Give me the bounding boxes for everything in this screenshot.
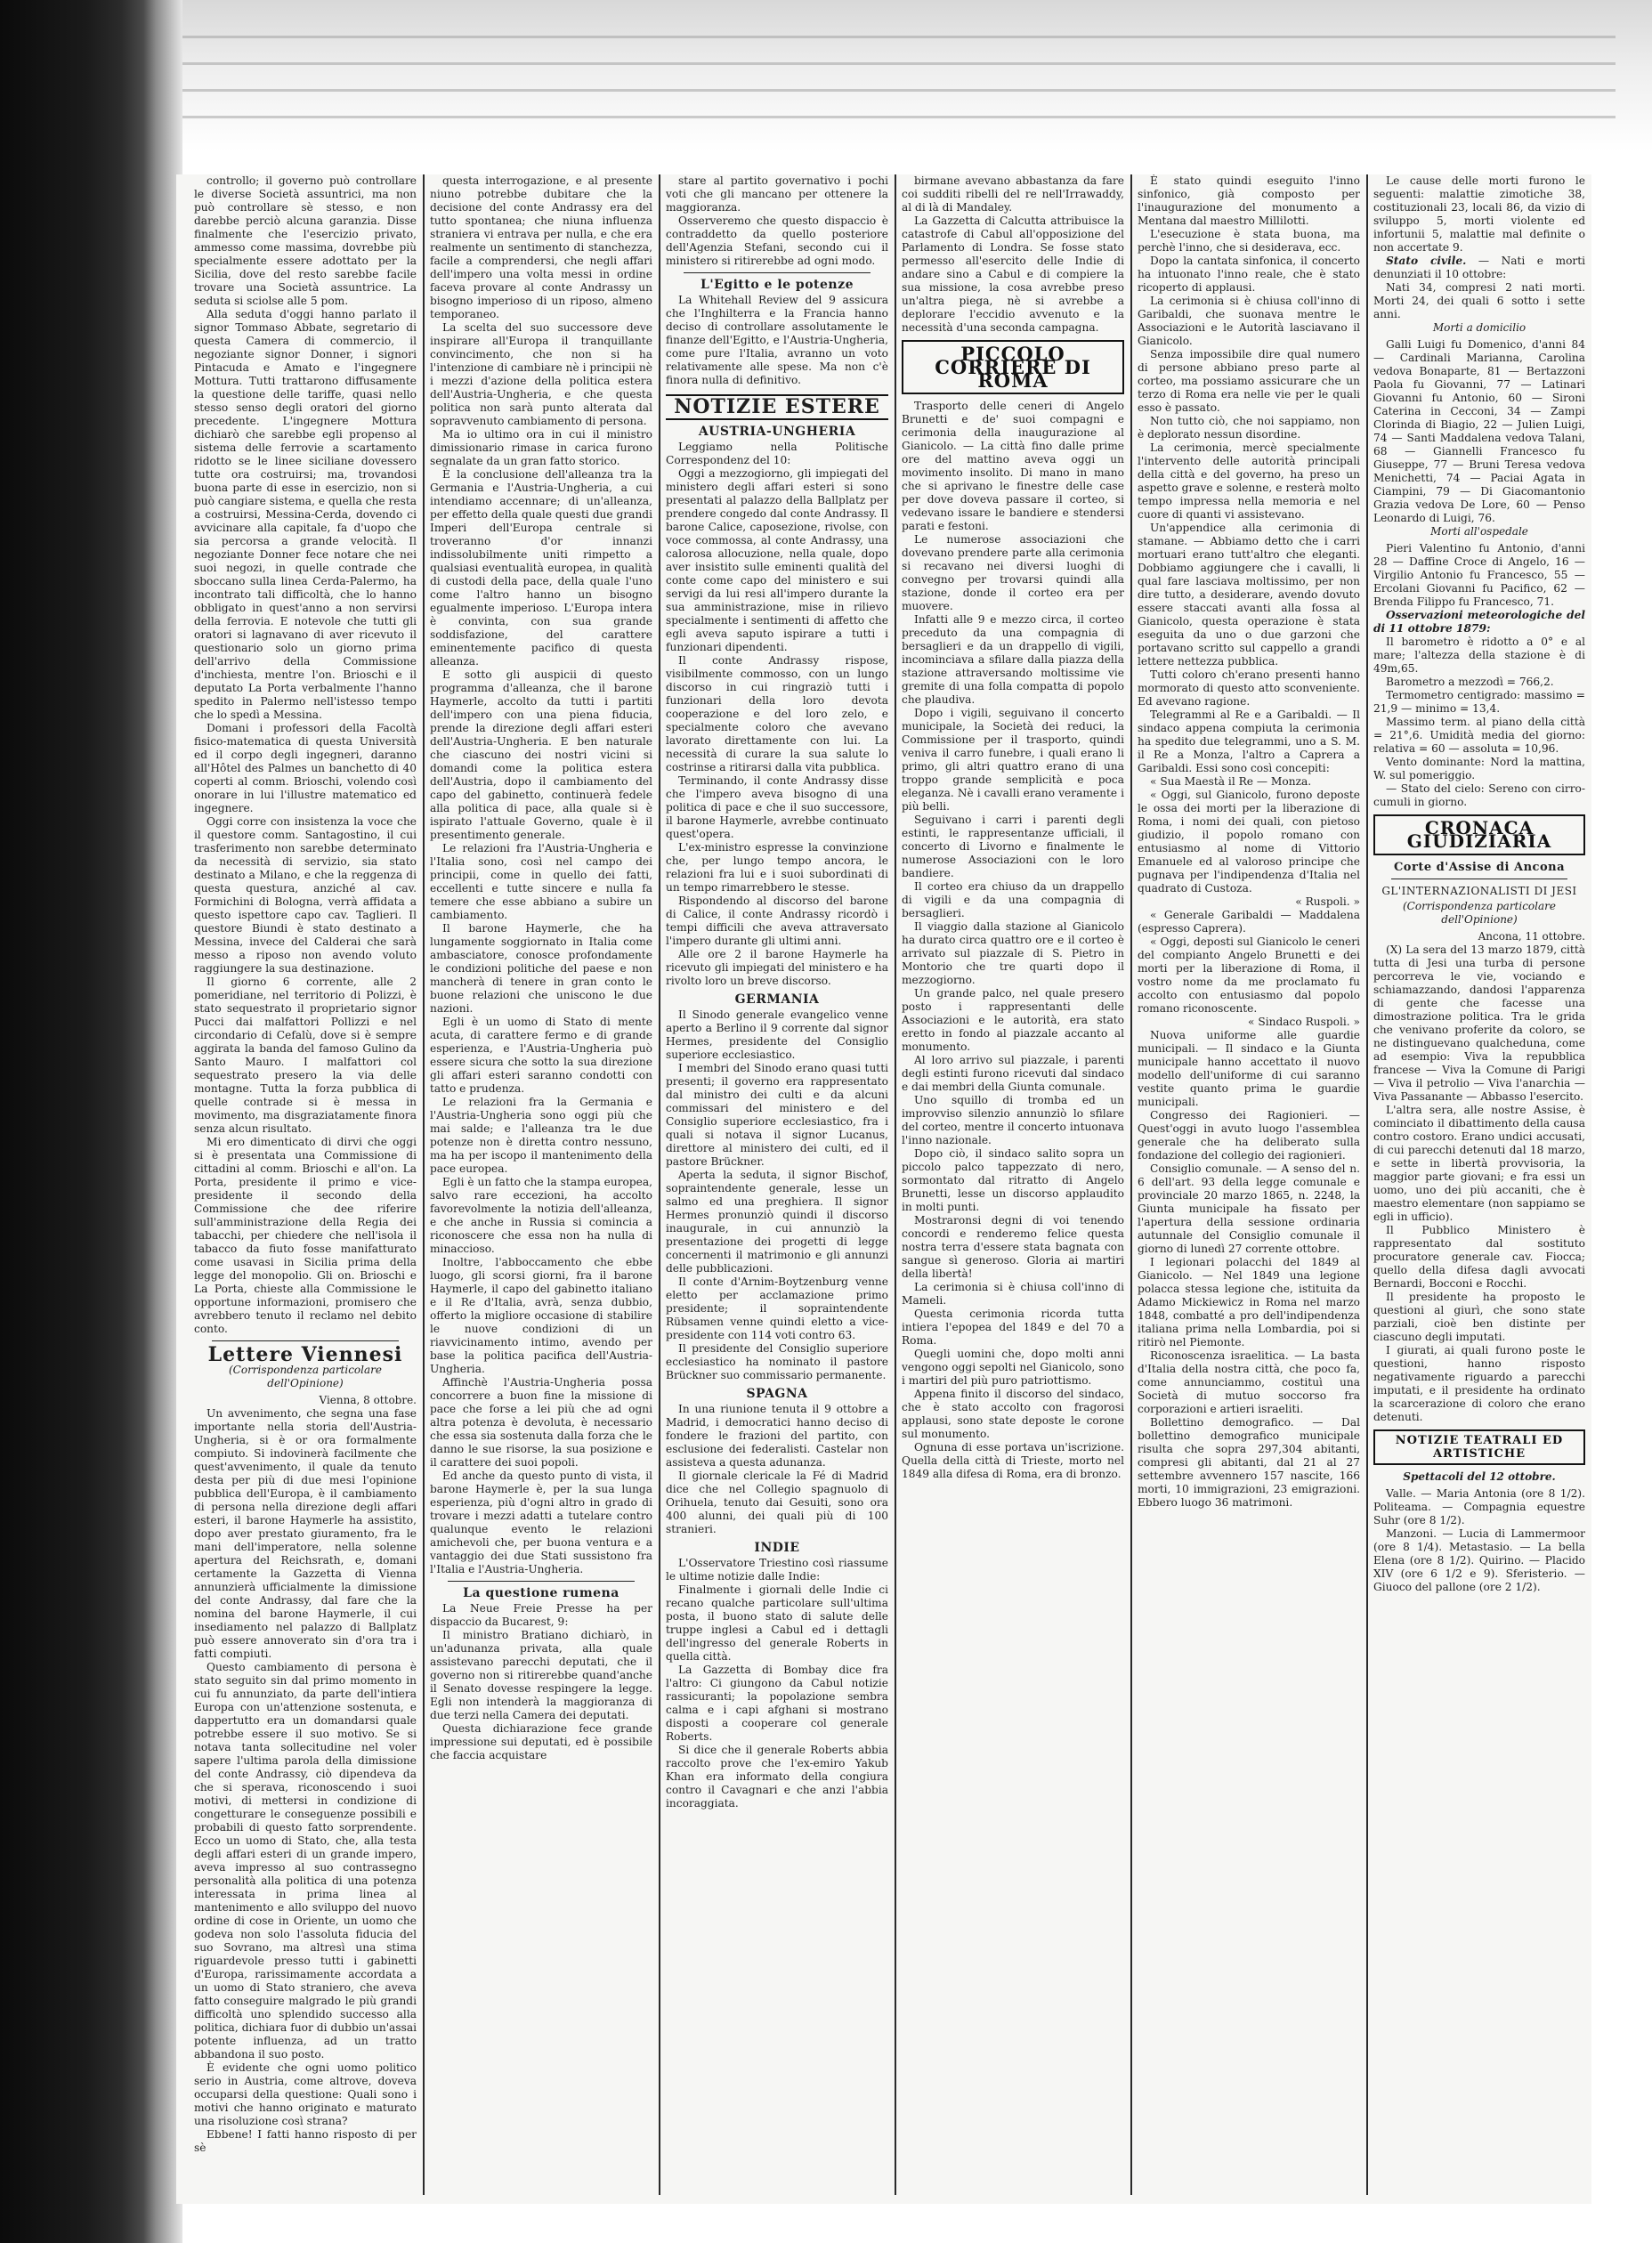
article-paragraph: Galli Luigi fu Domenico, d'anni 84 — Cardinali Marianna, Carolina vedova Bonaparte, 81 — Bertazzoni Paola fu Giovanni, 77 — Latinari Giovanni fu Antonio, 60 — Sironi Caterina in Cecconi, 34 — Zampi Clorinda di Biagio, 22 — Julien Luigi, 74 — Santi Maddalena vedova Talani, 68 — Giannelli Francesco fu Giuseppe, 77 — Bruni Teresa vedova Menichetti, 74 — Paciai Agata in Ciampini, 79 — Di Giacomantonio Grazia vedova De Lore, 60 — Penso Leonardo di Luigi, 76. (1373, 338, 1585, 524)
column-2 (430, 174, 652, 2195)
section-subtitle: (Corrispondenza particolare dell'Opinione) (228, 1364, 382, 1389)
article-paragraph: Valle. — Maria Antonia (ore 8 1/2). Politeama. — Compagnia equestre Suhr (ore 8 1/2). (1373, 1487, 1585, 1526)
article-signature: « Sindaco Ruspoli. » (1248, 1016, 1360, 1028)
article-paragraph: Seguivano i carri i parenti degli estinti, le rappresentanze ufficiali, il concerto di Livorno e finalmente le numerose Associazioni con le loro bandiere. (902, 814, 1124, 879)
article-paragraph: Affinchè l'Austria-Ungheria possa concorrere a buon fine la missione di pace che forse a lei più che ad ogni altra potenza è devoluta, è necessario che essa sia sostenuta dalla forza che le danno le sue risorse, la sua posizione e il carattere dei suoi popoli. (430, 1376, 652, 1469)
article-paragraph: Un avvenimento, che segna una fase importante nella storia dell'Austria-Ungheria, si è or ora formalmente compiuto. Si indovinerà facilmente che quest'avvenimento, il quale da tenuto desta per più di due mesi l'opinione pubblica dell'Europa, è il cambiamento di persona nella direzione degli affari esteri, il barone Haymerle ha assistito, dopo aver prestato giuramento, fra le mani dell'imperatore, nella solenne apertura del Reichsrath, e, domani certamente la Gazzetta di Vienna annunzierà ufficialmente la dimissione del conte Andrassy, dal fare che la nomina del barone Haymerle, il cui insediamento nel palazzo di Ballplatz può essere annoverato sin d'ora tra i fatti compiuti. (194, 1407, 417, 1660)
article-paragraph: Questa cerimonia ricorda tutta intiera l'epopea del 1849 e del 70 a Roma. (902, 1308, 1124, 1347)
subsection-title-spettacoli: Spettacoli del 12 ottobre. (1403, 1470, 1556, 1483)
page-stack-line (156, 36, 1616, 38)
article-paragraph: Ed anche da questo punto di vista, il barone Haymerle è, per la sua lunga esperienza, più d'ogni altro in grado di trovare i mezzi adatti a tutelare contro qualunque evento le relazioni amichevoli che, per buona ventura e a vantaggio dei due Stati sussistono fra l'Italia e l'Austria-Ungheria. (430, 1470, 652, 1575)
article-paragraph: Manzoni. — Lucia di Lammermoor (ore 8 1/4). Metastasio. — La bella Elena (ore 8 1/2). Quirino. — Placido XIV (ore 6 1/2 e 9). Sferisterio. — Giuoco del pallone (ore 2 1/2). (1373, 1527, 1585, 1593)
section-divider (684, 272, 871, 273)
column-rule (1130, 174, 1132, 2195)
article-paragraph: Un grande palco, nel quale presero posto i rappresentanti delle Associazioni e le autorità, era stato eretto in fondo al piazzale accanto al monumento. (902, 987, 1124, 1053)
article-paragraph: Ognuna di esse portava un'iscrizione. Quella della città di Trieste, morto nel 1849 alla difesa di Roma, era di bronzo. (902, 1441, 1124, 1480)
article-paragraph: questa interrogazione, e al presente niuno potrebbe dubitare che la decisione del conte Andrassy era del tutto spontanea; che niuna influenza straniera vi entrava per nulla, e che era realmente un sentimento di stanchezza, facile a comprendersi, che negli affari dell'impero una volta messi in ordine faceva provare al conte Andrassy un bisogno imperioso di un riposo, almeno temporaneo. (430, 174, 652, 320)
article-paragraph: Il giornale clericale la Fé di Madrid dice che nel Collegio spagnuolo di Orihuela, tenuto dai Gesuiti, sono ora 400 alunni, dei quali più di 100 stranieri. (666, 1470, 888, 1535)
article-paragraph: Oggi a mezzogiorno, gli impiegati del ministero degli affari esteri si sono presentati al palazzo della Ballplatz per prendere congedo dal conte Andrassy. Il barone Calice, caposezione, rivolse, con voce commossa, al conte Andrassy, una calorosa allocuzione, nella quale, dopo aver insistito sulle eminenti qualità del conte come capo del ministero e sui servigi da lui resi all'impero durante la sua amministrazione, mise in rilievo specialmente i sentimenti di affetto che egli aveva saputo ispirare a tutti i funzionari dipendenti. (666, 467, 888, 653)
article-paragraph: Aperta la seduta, il signor Bischof, sopraintendente generale, lesse un salmo ed una preghiera. Il signor Hermes pronunziò quindi il discorso inaugurale, in cui annunziò la presentazione dei progetti di legge concernenti il matrimonio e gli annunzi delle pubblicazioni. (666, 1169, 888, 1275)
subsection-title-morti-ospedale: Morti all'ospedale (1430, 525, 1528, 538)
article-paragraph: Il barone Haymerle, che ha lungamente soggiornato in Italia come ambasciatore, conosce profondamente le condizioni politiche del paese e non mancherà di tenere in gran conto le buone relazioni che uniscono le due nazioni. (430, 922, 652, 1015)
article-paragraph: La cerimonia, mercè specialmente l'intervento delle autorità principali della città e del governo, ha preso un aspetto grave e solenne, e resterà molto tempo impressa nella memoria e nel cuore di quanti vi assistevano. (1138, 441, 1360, 521)
page-stack-line (156, 62, 1616, 65)
article-paragraph: Le relazioni fra l'Austria-Ungheria e l'Italia sono, così nel campo dei principii, come in quello dei fatti, eccellenti e tutte sincere e nulla fa temere che esse abbiano a subire un cambiamento. (430, 842, 652, 921)
article-paragraph: Trasporto delle ceneri di Angelo Brunetti e de' suoi compagni e cerimonia della inaugurazione al Gianicolo. — La città fino dalle prime ore del mattino aveva oggi un movimento insolito. Di mano in mano che si aprivano le finestre delle case per dove doveva passare il corteo, si vedevano issare le bandiere e stendersi parati e festoni. (902, 400, 1124, 532)
article-paragraph: Il giorno 6 corrente, alle 2 pomeridiane, nel territorio di Polizzi, è stato sequestrato il proprietario signor Pucci dai malfattori Pollizzi e nel circondario di Cefalù, dove si è sempre aggirata la banda del famoso Gulino da Santo Mauro. I malfattori col sequestrato presero la via delle montagne. Tutta la forza pubblica di quelle contrade si è messa in movimento, ma disgraziatamente finora senza alcun risultato. (194, 976, 417, 1135)
subsection-title-spagna: SPAGNA (746, 1387, 808, 1401)
section-title-lettere-viennesi: Lettere Viennesi (207, 1343, 403, 1366)
column-5 (1138, 174, 1360, 2195)
subsection-title-germania: GERMANIA (734, 992, 820, 1007)
article-paragraph: Nuova uniforme alle guardie municipali. — Il sindaco e la Giunta municipale hanno accettato il nuovo modello dell'uniforme di cui saranno vestite quanto prima le guardie municipali. (1138, 1029, 1360, 1108)
article-paragraph: E sotto gli auspicii di questo programma d'alleanza, che il barone Haymerle, accolto da tutti i partiti dell'impero con una piena fiducia, prende la direzione degli affari esteri dell'Austria-Ungheria. E ben naturale che ciascuno dei nostri vicini si domandi come la politica estera dell'Austria, dopo il cambiamento del capo del gabinetto, continuerà fedele alla politica di pace, alla quale si è ispirato l'attuale Governo, quale è il presentimento generale. (430, 668, 652, 841)
article-paragraph: Alle ore 2 il barone Haymerle ha ricevuto gli impiegati del ministero e ha rivolto loro un breve discorso. (666, 948, 888, 987)
article-paragraph: Il Sinodo generale evangelico venne aperto a Berlino il 9 corrente dal signor Hermes, presidente del Consiglio superiore ecclesiastico. (666, 1008, 888, 1061)
article-paragraph: Domani i professori della Facoltà fisico-matematica di questa Università ed il corpo degli ingegneri, daranno all'Hôtel des Palmes un banchetto di 40 coperti al comm. Brioschi, volendo così onorare in lui l'illustre matematico ed ingegnere. (194, 722, 417, 814)
article-paragraph: Questa dichiarazione fece grande impressione sui deputati, ed è possibile che faccia acquistare (430, 1722, 652, 1761)
article-paragraph: La cerimonia si è chiusa coll'inno di Garibaldi, che suonava mentre le Associazioni e le Autorità lasciavano il Gianicolo. (1138, 295, 1360, 347)
article-paragraph: La Neue Freie Presse ha per dispaccio da Bucarest, 9: (430, 1602, 652, 1628)
article-paragraph: L'ex-ministro espresse la convinzione che, per lungo tempo ancora, le relazioni fra lui e i suoi subordinati di un tempo rimarrebbero le stesse. (666, 841, 888, 894)
article-paragraph: La Gazzetta di Calcutta attribuisce la catastrofe di Cabul all'opposizione del Parlamento di Londra. Se fosse stato permesso all'esercito delle Indie di andare sino a Cabul e di compiere la sua missione, la cosa avrebbe preso un'altra piega, nè si avrebbe a deplorare l'eccidio avvenuto e la necessità d'una seconda campagna. (902, 215, 1124, 334)
article-paragraph: Le numerose associazioni che dovevano prendere parte alla cerimonia si recavano nei diversi luoghi di convegno per trovarsi quindi alla stazione, donde il corteo era per muovere. (902, 533, 1124, 612)
column-3 (666, 174, 888, 2195)
article-paragraph: Osserveremo che questo dispaccio è contraddetto da quello posteriore dell'Agenzia Stefani, secondo cui il ministero si ritirerebbe ad ogni modo. (666, 215, 888, 267)
article-paragraph: La Whitehall Review del 9 assicura che l'Inghilterra e la Francia hanno deciso di controllare assolutamente le finanze dell'Egitto, e l'Austria-Ungheria, come pure l'Italia, avranno un voto relativamente alle spese. Ma non c'è finora nulla di definitivo. (666, 294, 888, 386)
article-paragraph: « Generale Garibaldi — Maddalena (espresso Caprera). (1138, 909, 1360, 935)
column-1 (194, 174, 417, 2195)
article-title-internazionalisti: GL'INTERNAZIONALISTI DI JESI (1381, 885, 1577, 897)
article-paragraph: Finalmente i giornali delle Indie ci recano qualche particolare sull'ultima posta, il buono stato di salute delle truppe inglesi a Cabul ed i dettagli dell'ingresso del generale Roberts in quella città. (666, 1583, 888, 1663)
article-paragraph: « Oggi, deposti sul Gianicolo le ceneri del compianto Angelo Brunetti e dei morti per la liberazione di Roma, il vostro nome da me proclamato fu accolto con entusiasmo dal popolo romano riconoscente. (1138, 935, 1360, 1015)
section-divider (448, 1581, 635, 1582)
article-paragraph: (X) La sera del 13 marzo 1879, città tutta di Jesi una turba di persone percorreva le vie, vociando e schiamazzando, dandosi l'apparenza di gente che facesse una dimostrazione politica. Tra le grida che venivano proferite da coloro, se ne distinguevano qualcheduna, come ad esempio: Viva la repubblica francese — Viva la Comune di Parigi — Viva il petrolio — Viva l'anarchia — Viva Passanante — Abbasso l'esercito. (1373, 943, 1585, 1103)
dateline: Vienna, 8 ottobre. (319, 1394, 417, 1406)
article-paragraph: L'esecuzione è stata buona, ma perchè l'inno, che si desiderava, ecc. (1138, 228, 1360, 254)
article-paragraph: « Sua Maestà il Re — Monza. (1150, 775, 1312, 788)
article-paragraph: I giurati, ai quali furono poste le questioni, hanno risposto negativamente riguardo a parecchi imputati, e il presidente ha ordinato la scarcerazione di coloro che erano detenuti. (1373, 1344, 1585, 1423)
article-paragraph: Bollettino demografico. — Dal bollettino demografico municipale risulta che sopra 297,304 abitanti, compresi gli abitanti, dal 21 al 27 settembre avvennero 157 nascite, 166 morti, 10 immigrazioni, 23 emigrazioni. Ebbero luogo 36 matrimoni. (1138, 1416, 1360, 1509)
article-paragraph: Il conte Andrassy rispose, visibilmente commosso, con un lungo discorso in cui ringraziò tutti i funzionari della loro devota cooperazione e del loro zelo, e specialmente coloro che avevano lavorato direttamente con lui. La necessità di curare la sua salute lo costrinse a ritirarsi dalla vita pubblica. (666, 654, 888, 773)
section-title-piccolo-corriere: PICCOLO CORRIERE DI ROMA (902, 340, 1124, 394)
subsection-title-corte-assise: Corte d'Assise di Ancona (1393, 861, 1566, 874)
article-paragraph: Il ministro Bratiano dichiarò, in un'adunanza privata, alla quale assistevano parecchi deputati, che il governo non si ritirerebbe quand'anche il Senato dovesse respingere la legge. Egli non intenderà la maggioranza di due terzi nella Camera dei deputati. (430, 1629, 652, 1721)
article-paragraph: Terminando, il conte Andrassy disse che l'impero aveva bisogno di una politica di pace e che il suo successore, il barone Haymerle, avrebbe continuato quest'opera. (666, 774, 888, 840)
article-paragraph: Pieri Valentino fu Antonio, d'anni 28 — Daffine Croce di Angelo, 16 — Virgilio Antonio fu Francesco, 55 — Ercolani Giovanni fu Pacifico, 62 — Brenda Filippo fu Francesco, 71. (1373, 542, 1585, 608)
newspaper-sheet (176, 174, 1591, 2204)
article-paragraph: Vento dominante: Nord la mattina, W. sul pomeriggio. (1373, 756, 1585, 781)
article-paragraph: È la conclusione dell'alleanza tra la Germania e l'Austria-Ungheria, a cui intendiamo accennare; di un'alleanza, per effetto della quale questi due grandi Imperi dell'Europa centrale si troveranno d'or innanzi indissolubilmente uniti rimpetto a qualsiasi eventualità europea, in qualità di custodi della pace, della quale l'uno come l'altro hanno un bisogno egualmente imperioso. L'Europa intera è convinta, con sua grande soddisfazione, del carattere eminentemente pacifico di questa alleanza. (430, 468, 652, 668)
article-paragraph: Nati 34, compresi 2 nati morti. Morti 24, dei quali 6 sotto i sette anni. (1373, 281, 1585, 320)
article-paragraph: Egli è un fatto che la stampa europea, salvo rare eccezioni, ha accolto favorevolmente la notizia dell'alleanza, e che anche in Russia si comincia a riconoscere che essa non ha nulla di minaccioso. (430, 1176, 652, 1255)
section-divider (212, 1340, 399, 1341)
column-rule (659, 174, 660, 2195)
subsection-title-austria-ungheria: AUSTRIA-UNGHERIA (698, 425, 856, 439)
article-paragraph: Telegrammi al Re e a Garibaldi. — Il sindaco appena compiuta la cerimonia ha spedito due telegrammi, uno a S. M. il Re a Monza, l'altro a Caprera a Garibaldi. Essi sono così concepiti: (1138, 709, 1360, 774)
article-paragraph: Alla seduta d'oggi hanno parlato il signor Tommaso Abbate, segretario di questa Camera di commercio, il negoziante signor Donner, i signori Pintacuda e Amato e l'ingegnere Mottura. Tutti trattarono diffusamente la questione delle tariffe, quasi nello stesso senso degli oratori del giorno precedente. L'ingegnere Mottura dichiarò che sarebbe egli propenso al sistema delle ferrovie a scartamento ridotto se le linee siciliane dovessero tutte ora costruirsi; ma, trovandosi buona parte di esse in esercizio, non si può cangiare sistema, e quella che resta a costruirsi, Messina-Cerda, dovendo ci avvicinare alla capitale, fa d'uopo che sia percorsa a grande velocità. Il negoziante Donner fece notare che nei suoi negozi, in quelle contrade che sboccano sulla linea Cerda-Palermo, ha incontrato tali difficoltà, che lo hanno obbligato in quest'anno a non servirsi della ferrovia. E notevole che tutti gli oratori si lagnavano di aver ricevuto il questionario solo un giorno prima dell'arrivo della Commissione d'inchiesta, mentre l'on. Brioschi e il deputato La Porta verbalmente l'hanno spedito in Palermo nell'istesso tempo che lo spedì a Messina. (194, 308, 417, 721)
article-paragraph: Leggiamo nella Politische Correspondenz del 10: (666, 441, 888, 466)
article-paragraph: controllo; il governo può controllare le diverse Società assuntrici, ma non può controllare sè stesso, e non darebbe perciò alcuna garanzia. Disse finalmente che l'esercizio privato, ammesso come massima, dovrebbe più specialmente essere adottato per la Sicilia, dove del resto sarebbe facile trovare una Società assuntrice. La seduta si sciolse alle 5 pom. (194, 174, 417, 307)
section-title-notizie-estere: NOTIZIE ESTERE (666, 394, 888, 420)
section-title-cronaca-giudiziaria: CRONACA GIUDIZIARIA (1373, 814, 1585, 855)
article-paragraph: Il presidente ha proposto le questioni al giurì, che sono state parziali, cioè ben distinte per ciascuno degli imputati. (1373, 1291, 1585, 1343)
article-text: — Nati e morti denunziati il 10 ottobre: (1373, 255, 1585, 280)
dateline: Ancona, 11 ottobre. (1478, 930, 1585, 943)
article-paragraph: La cerimonia si è chiusa coll'inno di Mameli. (902, 1281, 1124, 1307)
column-6 (1373, 174, 1585, 2195)
article-paragraph: Un'appendice alla cerimonia di stamane. — Abbiamo detto che i carri mortuari erano tutt'altro che eleganti. Dobbiamo aggiungere che i cavalli, li qual fare lasciava moltissimo, per non dire tutto, a desiderare, avendo dovuto essere staccati avanti alla fossa al Gianicolo, questa operazione è stata eseguita da uno o due garzoni che portavano scritto sul cappello a grandi lettere nettezza pubblica. (1138, 522, 1360, 668)
article-paragraph: In una riunione tenuta il 9 ottobre a Madrid, i democratici hanno deciso di fondere le frazioni del partito, con esclusione dei federalisti. Castelar non assisteva a questa adunanza. (666, 1403, 888, 1469)
article-paragraph: Inoltre, l'abboccamento che ebbe luogo, gli scorsi giorni, fra il barone Haymerle, il capo del gabinetto italiano e il Re d'Italia, avrà, senza dubbio, offerto la migliore occasione di stabilire le nuove condizioni di un riavvicinamento intimo, avendo per base la politica pacifica dell'Austria-Ungheria. (430, 1256, 652, 1375)
article-paragraph: Il Pubblico Ministero è rappresentato dal sostituto procuratore generale cav. Fiocca; quello della difesa dagli avvocati Bernardi, Bocconi e Rocchi. (1373, 1224, 1585, 1290)
subsection-title-indie: INDIE (754, 1541, 800, 1555)
article-paragraph: Dopo i vigili, seguivano il concerto municipale, la Società dei reduci, la Commissione per il trasporto, quindi veniva il carro funebre, i quali erano li primo, gli altri quattro erano di una troppo grande semplicità e poca eleganza. Nè i cavalli erano veramente i più belli. (902, 707, 1124, 813)
section-title-egitto: L'Egitto e le potenze (700, 278, 854, 292)
article-paragraph: È evidente che ogni uomo politico serio in Austria, come altrove, doveva occuparsi della questione: Quali sono i motivi che hanno originato e maturato una risoluzione così strana? (194, 2061, 417, 2127)
article-paragraph: I legionari polacchi del 1849 al Gianicolo. — Nel 1849 una legione polacca stessa legione che, istituita da Adamo Mickiewicz in Roma nel marzo 1848, combatté a pro dell'indipendenza italiana prima nella Lombardia, poi si ritirò nel Piemonte. (1138, 1256, 1360, 1348)
article-paragraph: birmane avevano abbastanza da fare coi sudditi ribelli del re nell'Irrawaddy, al di là di Mandaley. (902, 174, 1124, 214)
column-rule (895, 174, 896, 2195)
section-title-questione-rumena: La questione rumena (463, 1586, 620, 1600)
article-paragraph: Riconoscenza israelitica. — La basta d'Italia della nostra città, che poco fa, come annunciammo, costituì una Società di mutuo soccorso fra corporazioni e artieri israeliti. (1138, 1349, 1360, 1415)
article-paragraph: Si dice che il generale Roberts abbia raccolto prove che l'ex-emiro Yakub Khan era informato della congiura contro il Cavagnari e che anzi l'abbia incoraggiata. (666, 1744, 888, 1810)
article-paragraph: Ebbene! I fatti hanno risposto di per sè (194, 2128, 417, 2154)
article-paragraph: Rispondendo al discorso del barone di Calice, il conte Andrassy ricordò i tempi difficili che aveva attraversato l'impero durante gli ultimi anni. (666, 895, 888, 947)
article-paragraph: Egli è un uomo di Stato di mente acuta, di carattere fermo e di grande esperienza, e l'Austria-Ungheria può essere sicura che sotto la sua direzione gli affari esteri saranno condotti con tatto e prudenza. (430, 1016, 652, 1095)
article-paragraph: Ma io ultimo ora in cui il ministro dimissionario rimase in carica furono segnalate da un gran fatto storico. (430, 428, 652, 467)
column-rule (1366, 174, 1368, 2195)
book-binding (0, 0, 156, 2243)
article-paragraph: Dopo la cantata sinfonica, il concerto ha intuonato l'inno reale, che è stato ricoperto di applausi. (1138, 255, 1360, 294)
article-paragraph: Dopo ciò, il sindaco salito sopra un piccolo palco tappezzato di nero, sormontato dal ritratto di Angelo Brunetti, lesse un discorso applaudito in molti punti. (902, 1147, 1124, 1213)
article-paragraph: Il presidente del Consiglio superiore ecclesiastico ha nominato il pastore Brückner suo commissario permanente. (666, 1342, 888, 1381)
article-paragraph: Le cause delle morti furono le seguenti: malattie zimotiche 38, costituzionali 23, locali 86, da vizio di sviluppo 5, morti violente ed infortunii 5, malattie mal definite o non accertate 9. (1373, 174, 1585, 254)
article-paragraph: Il conte d'Arnim-Boytzenburg venne eletto per acclamazione primo presidente; il sopraintendente Rübsamen venne quindi eletto a vice-presidente con 114 voti contro 63. (666, 1275, 888, 1341)
article-paragraph: L'Osservatore Triestino così riassume le ultime notizie dalle Indie: (666, 1557, 888, 1583)
page-stack-line (156, 116, 1616, 118)
section-title-meteo: Osservazioni meteorologiche del di 11 ottobre 1879: (1373, 609, 1585, 635)
article-paragraph: Oggi corre con insistenza la voce che il questore comm. Santagostino, il cui trasferimento non sarebbe determinato da necessità di servizio, sia stato destinato a Milano, e che la reggenza di questa questura, anziché al cav. Formichini di Bologna, verrà affidata a questo ispettore capo cav. Taglieri. Il questore Biundi è stato destinato a Messina, invece del Calderai che sarà messo a riposo non avendo voluto raggiungere la sua destinazione. (194, 815, 417, 975)
section-title-notizie-teatrali: NOTIZIE TEATRALI ED ARTISTICHE (1373, 1429, 1585, 1465)
article-paragraph: L'altra sera, alle nostre Assise, è cominciato il dibattimento della causa contro costoro. Erano undici accusati, di cui parecchi detenuti dal 18 marzo, e sette in libertà provvisoria, la maggior parte giovani; e fra essi un uomo, uno dei più accaniti, che è maestro elementare (non sappiamo se egli in ufficio). (1373, 1104, 1585, 1223)
article-paragraph: Tutti coloro ch'erano presenti hanno mormorato di questo atto sconveniente. Ed avevano ragione. (1138, 668, 1360, 708)
article-paragraph: Quegli uomini che, dopo molti anni vengono oggi sepolti nel Gianicolo, sono i martiri del più puro patriottismo. (902, 1348, 1124, 1387)
article-paragraph: I membri del Sinodo erano quasi tutti presenti; il governo era rappresentato dal ministro dei culti e da alcuni commissari del ministero e del Consiglio superiore ecclesiastico, fra i quali si notava il signor Lucanus, direttore al ministero dei culti, ed il pastore Brückner. (666, 1062, 888, 1168)
article-paragraph: Massimo term. al piano della città = 21°,6. Umidità media del giorno: relativa = 60 — assoluta = 10,96. (1373, 716, 1585, 755)
article-subtitle: (Corrispondenza particolare dell'Opinione) (1402, 900, 1556, 926)
article-paragraph: Consiglio comunale. — A senso del n. 6 dell'art. 93 della legge comunale e provinciale 20 marzo 1865, n. 2248, la Giunta municipale ha fissato per l'apertura della sessione ordinaria autunnale del Consiglio comunale il giorno di lunedì 27 corrente ottobre. (1138, 1162, 1360, 1255)
page-top-shadow (134, 0, 1652, 151)
article-paragraph: Al loro arrivo sul piazzale, i parenti degli estinti furono ricevuti dal sindaco e dai membri della Giunta comunale. (902, 1054, 1124, 1093)
article-paragraph: Il barometro è ridotto a 0° e al mare; l'altezza della stazione è di 49m,65. (1373, 636, 1585, 675)
article-paragraph: Il viaggio dalla stazione al Gianicolo ha durato circa quattro ore e il corteo è arrivato sul piazzale di S. Pietro in Montorio che tre quarti dopo il mezzogiorno. (902, 920, 1124, 986)
article-paragraph: Le relazioni fra la Germania e l'Austria-Ungheria sono oggi più che mai salde; e l'alleanza tra le due potenze non è diretta contro nessuno, ma ha per iscopo il mantenimento della pace europea. (430, 1096, 652, 1175)
article-paragraph: Mostraronsi degni di voi tenendo concordi e renderemo felice questa nostra terra d'essere stata bagnata con sangue sì generoso. Gloria ai martiri della libertà! (902, 1214, 1124, 1280)
article-paragraph: Questo cambiamento di persona è stato seguito sin dal primo momento in cui fu annunziato, da parte dell'intiera Europa con un'attenzione sostenuta, e dappertutto era un domandarsi quale potrebbe essere il suo motivo. Se si notava tanta sollecitudine nel voler sapere l'ultima parola della dimissione del conte Andrassy, ciò dipendeva da che si sperava, riconoscendo i suoi motivi, di mettersi in condizione di congetturare le conseguenze possibili e probabili di questo fatto sorprendente. Ecco un uomo di Stato, che, alla testa degli affari esteri di un grande impero, aveva impresso al suo contrassegno personalità alla politica di una potenza interessata in prima linea al mantenimento e allo sviluppo del nuovo ordine di cose in Oriente, un uomo che godeva non solo l'assoluta fiducia del suo Sovrano, ma altresì una stima riguardevole presso tutti i gabinetti d'Europa, rarissimamente accordata a un uomo di Stato straniero, che aveva fatto conseguire malgrado le più grandi difficoltà uno splendido successo alla politica, dichiara fuor di dubbio un'assai potente influenza, ad un tratto abbandona il suo posto. (194, 1661, 417, 2061)
subsection-title-morti-domicilio: Morti a domicilio (1432, 321, 1526, 334)
article-paragraph: — Stato del cielo: Sereno con cirro-cumuli in giorno. (1373, 782, 1585, 808)
article-paragraph: Infatti alle 9 e mezzo circa, il corteo preceduto da una compagnia di bersaglieri e da un drappello di vigili, incominciava a sfilare dalla piazza della stazione attraversando moltissime vie gremite di una folla compatta di popolo che plaudiva. (902, 613, 1124, 706)
column-rule (423, 174, 425, 2195)
article-paragraph: Termometro centigrado: massimo = 21,9 — minimo = 13,4. (1373, 689, 1585, 715)
article-paragraph: Il corteo era chiuso da un drappello di vigili e da una compagnia di bersaglieri. (902, 880, 1124, 919)
article-paragraph: La Gazzetta di Bombay dice fra l'altro: Ci giungono da Cabul notizie rassicuranti; la popolazione sembra calma e i capi afghani si mostrano disposti a cooperare col generale Roberts. (666, 1664, 888, 1743)
article-paragraph: È stato quindi eseguito l'inno sinfonico, già composto per l'inaugurazione del monumento a Mentana dal maestro Millilotti. (1138, 174, 1360, 227)
article-paragraph: Senza impossibile dire qual numero di persone abbiano preso parte al corteo, ma possiamo assicurare che un terzo di Roma era nelle vie per le quali esso è passato. (1138, 348, 1360, 414)
article-paragraph: Non tutto ciò, che noi sappiamo, non è deplorato nessun disordine. (1138, 415, 1360, 441)
article-paragraph: La scelta del suo successore deve inspirare all'Europa il tranquillante convincimento, che non si ha l'intenzione di cambiare nè i principii nè i mezzi d'azione della politica estera dell'Austria-Ungheria, e che questa politica non sarà punto alterata dal sopravvenuto cambiamento di persona. (430, 321, 652, 427)
article-paragraph: « Oggi, sul Gianicolo, furono deposte le ossa dei morti per la liberazione di Roma, i nomi dei quali, con pietoso giudizio, il popolo romano con entusiasmo al nome di Vittorio Emanuele ed al valoroso principe che pugnava per l'indipendenza d'Italia nel quadrato di Custoza. (1138, 789, 1360, 895)
article-paragraph: Appena finito il discorso del sindaco, che è stato accolto con fragorosi applausi, sono state deposte le corone sul monumento. (902, 1388, 1124, 1440)
article-signature: « Ruspoli. » (1295, 895, 1360, 908)
article-paragraph: Congresso dei Ragionieri. — Quest'oggi in avuto luogo l'assemblea generale che ha deliberato sulla fondazione del collegio dei ragionieri. (1138, 1109, 1360, 1162)
article-paragraph: Mi ero dimenticato di dirvi che oggi si è presentata una Commissione di cittadini al comm. Brioschi e all'on. La Porta, presidente il primo e vice-presidente il secondo della Commissione che dee riferire sull'amministrazione della Regia dei tabacchi, per chiedere che nell'isola il tabacco da fiuto fosse manifatturato come usavasi in Sicilia prima della legge del monopolio. Gli on. Brioschi e La Porta, chieste alla Commissione le opportune informazioni, promisero che avrebbero tenuto il reclamo nel debito conto. (194, 1136, 417, 1335)
article-paragraph: Barometro a mezzodì = 766,2. (1386, 676, 1554, 688)
page-stack-line (156, 89, 1616, 92)
article-paragraph: stare al partito governativo i pochi voti che gli mancano per ottenere la maggioranza. (666, 174, 888, 214)
section-title-stato-civile: Stato civile. (1386, 255, 1467, 267)
column-4 (902, 174, 1124, 2195)
article-paragraph: Uno squillo di tromba ed un improvviso silenzio annunziò lo sfilare del corteo, mentre il concerto intuonava l'inno nazionale. (902, 1094, 1124, 1146)
